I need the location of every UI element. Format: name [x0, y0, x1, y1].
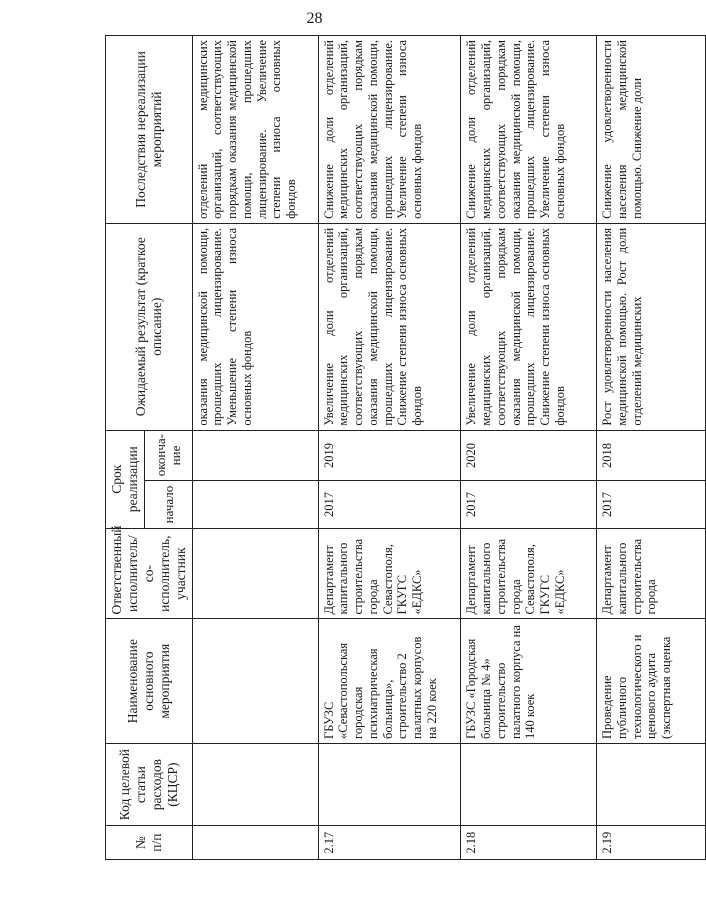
- cell-responsible: [192, 528, 318, 619]
- cell-num: [192, 826, 318, 860]
- cell-num: 2.19: [597, 826, 706, 860]
- header-code: Код целевой статьи расходов (КЦСР): [106, 743, 193, 825]
- rotated-table-container: [105, 35, 705, 860]
- header-name: Наименование основного мероприятия: [106, 619, 193, 743]
- table-row: [597, 36, 706, 860]
- header-expected-result: Ожидаемый результат (краткое описание): [106, 223, 193, 430]
- cell-name: [192, 619, 318, 743]
- measures-table: [105, 35, 706, 860]
- cell-name: ГБУЗС «Севастопольская городская психиатрическая больница», строительство 2 палатных корпусов на 220 коек: [318, 619, 461, 743]
- cell-start: [192, 481, 318, 528]
- header-num: № п/п: [106, 826, 193, 860]
- cell-responsible: Департамент капитального строительства города Севастополя, ГКУГС «ЕДКС»: [461, 528, 597, 619]
- cell-responsible: Департамент капитального строительства города Севастополя, ГКУГС «ЕДКС»: [318, 528, 461, 619]
- header-end: оконча-ние: [145, 430, 192, 481]
- cell-consequences: Снижение удовлетворенности населения медицинской помощью. Снижение доли: [597, 36, 706, 224]
- cell-name: ГБУЗС «Городская больница № 4» строительство палатного корпуса на 140 коек: [461, 619, 597, 743]
- cell-expected-result: Увеличение доли отделений медицинских организаций, соответствующих порядкам оказания медицинской помощи, прошедших лицензирование. Снижение степени износа основных фондов: [318, 223, 461, 430]
- cell-end: 2020: [461, 430, 597, 481]
- cell-end: 2019: [318, 430, 461, 481]
- cell-end: 2018: [597, 430, 706, 481]
- cell-code: [192, 743, 318, 825]
- cell-num: 2.17: [318, 826, 461, 860]
- cell-start: 2017: [318, 481, 461, 528]
- cell-consequences: Снижение доли отделений медицинских организаций, соответствующих порядкам оказания медицинской помощи, прошедших лицензирование. Увеличение степени износа основных фондов: [318, 36, 461, 224]
- cell-name: Проведение публичного технологического и ценового аудита (экспертная оценка: [597, 619, 706, 743]
- table-row: [461, 36, 597, 860]
- header-start: начало: [145, 481, 192, 528]
- header-consequences: Последствия нереализации мероприятий: [106, 36, 193, 224]
- cell-expected-result: Увеличение доли отделений медицинских организаций, соответствующих порядкам оказания медицинской помощи, прошедших лицензирование. Снижение степени износа основных фондов: [461, 223, 597, 430]
- cell-consequences: отделений медицинских организаций, соответствующих порядкам оказания медицинской помощи, прошедших лицензирование. Увеличение степени износа основных фондов: [192, 36, 318, 224]
- cell-consequences: Снижение доли отделений медицинских организаций, соответствующих порядкам оказания медицинской помощи, прошедших лицензирование. Увеличение степени износа основных фондов: [461, 36, 597, 224]
- header-period: Срок реализации: [106, 430, 145, 528]
- table-header-row: [106, 36, 145, 860]
- cell-num: 2.18: [461, 826, 597, 860]
- cell-end: [192, 430, 318, 481]
- cell-start: 2017: [461, 481, 597, 528]
- page-number: 28: [306, 10, 323, 27]
- table-row: [318, 36, 461, 860]
- cell-expected-result: оказания медицинской помощи, прошедших лицензирование. Уменьшение степени износа основных фондов: [192, 223, 318, 430]
- header-responsible: Ответственный исполнитель/со-исполнитель, участник: [106, 528, 193, 619]
- cell-start: 2017: [597, 481, 706, 528]
- cell-code: [318, 743, 461, 825]
- cell-code: [461, 743, 597, 825]
- table-row: [192, 36, 318, 860]
- cell-responsible: Департамент капитального строительства города: [597, 528, 706, 619]
- cell-code: [597, 743, 706, 825]
- cell-expected-result: Рост удовлетворенности населения медицинской помощью. Рост доли отделений медицинских: [597, 223, 706, 430]
